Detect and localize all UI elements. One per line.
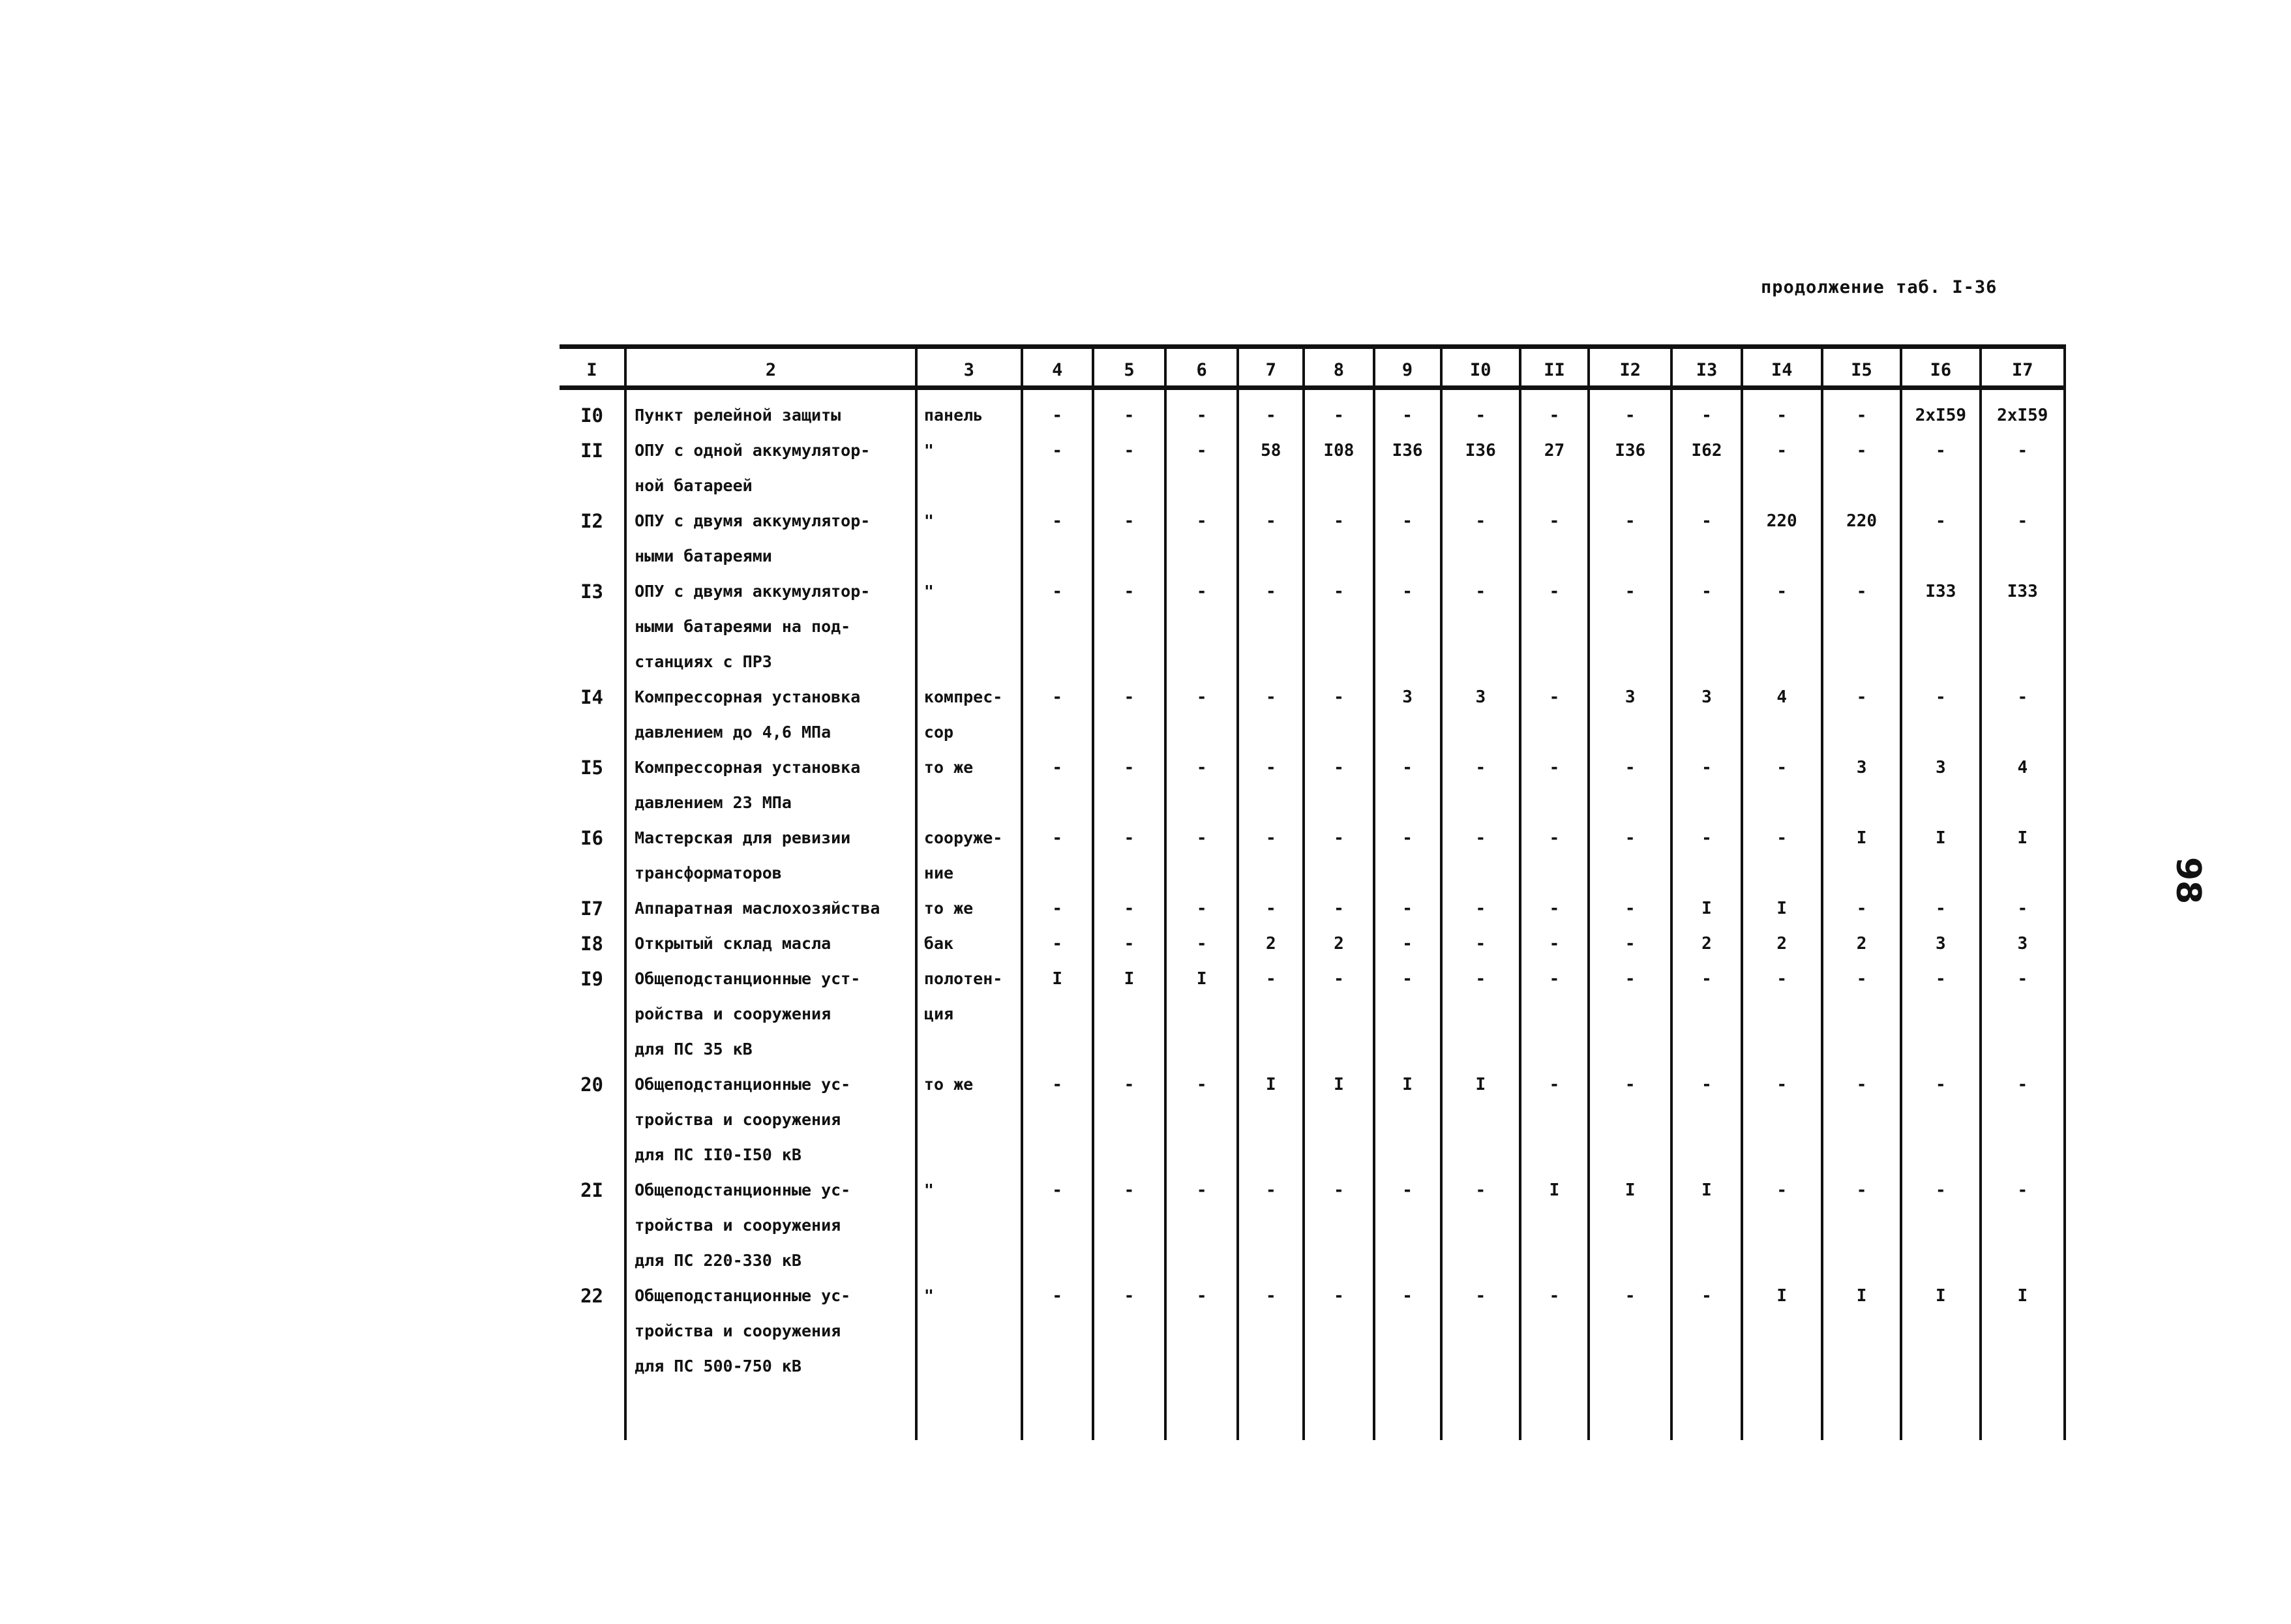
value-cell: - xyxy=(1022,504,1093,574)
empty-cell xyxy=(625,1384,916,1440)
column-header: I2 xyxy=(1589,344,1671,390)
value-cell: - xyxy=(1093,1067,1165,1173)
value-cell: - xyxy=(1093,574,1165,680)
value-cell: I36 xyxy=(1441,433,1520,504)
column-header: 2 xyxy=(625,344,916,390)
item-name: ОПУ с двумя аккумулятор- ными батареями на под- станциях с ПРЗ xyxy=(625,574,916,680)
empty-cell xyxy=(1520,1384,1589,1440)
value-cell: - xyxy=(1822,390,1901,433)
column-header: 9 xyxy=(1374,344,1441,390)
table-row xyxy=(560,1067,2065,1173)
column-header: I7 xyxy=(1981,344,2065,390)
value-cell: - xyxy=(1374,574,1441,680)
value-cell: - xyxy=(1520,891,1589,926)
value-cell: I xyxy=(1742,1278,1822,1384)
value-cell: - xyxy=(1742,433,1822,504)
value-cell: 3 xyxy=(1671,680,1741,750)
value-cell: - xyxy=(1901,961,1980,1067)
value-cell: - xyxy=(1589,750,1671,820)
value-cell: - xyxy=(1441,891,1520,926)
value-cell: - xyxy=(1238,820,1304,891)
column-header: 6 xyxy=(1165,344,1238,390)
value-cell: I xyxy=(1238,1067,1304,1173)
value-cell: - xyxy=(1165,504,1238,574)
value-cell: - xyxy=(1022,680,1093,750)
value-cell: - xyxy=(1441,961,1520,1067)
value-cell: - xyxy=(1520,504,1589,574)
item-unit: компрес- сор xyxy=(916,680,1022,750)
table-row xyxy=(560,390,2065,433)
table-row xyxy=(560,961,2065,1067)
value-cell: 220 xyxy=(1822,504,1901,574)
item-name: Общеподстанционные ус- тройства и сооружения для ПС II0-I50 кВ xyxy=(625,1067,916,1173)
value-cell: - xyxy=(1441,574,1520,680)
table-row xyxy=(560,750,2065,820)
value-cell: I xyxy=(1822,1278,1901,1384)
value-cell: - xyxy=(1304,961,1373,1067)
value-cell: - xyxy=(1022,820,1093,891)
column-header: 3 xyxy=(916,344,1022,390)
item-unit: панель xyxy=(916,390,1022,433)
empty-cell xyxy=(1901,1384,1980,1440)
value-cell: - xyxy=(1238,574,1304,680)
column-header: 7 xyxy=(1238,344,1304,390)
value-cell: 58 xyxy=(1238,433,1304,504)
value-cell: 3 xyxy=(1374,680,1441,750)
value-cell: - xyxy=(1441,390,1520,433)
item-name: Общеподстанционные уст- ройства и сооружения для ПС 35 кВ xyxy=(625,961,916,1067)
value-cell: - xyxy=(1022,1067,1093,1173)
row-number: 20 xyxy=(580,1074,603,1096)
value-cell: - xyxy=(1520,680,1589,750)
row-number: II xyxy=(580,440,603,462)
value-cell: - xyxy=(1165,1278,1238,1384)
value-cell: - xyxy=(1238,891,1304,926)
value-cell: - xyxy=(1093,680,1165,750)
value-cell: - xyxy=(1304,1278,1373,1384)
table-row xyxy=(560,1173,2065,1278)
value-cell: 2 xyxy=(1238,926,1304,961)
value-cell: - xyxy=(1822,961,1901,1067)
value-cell: - xyxy=(1374,750,1441,820)
value-cell: I xyxy=(1671,891,1741,926)
value-cell: - xyxy=(1520,1067,1589,1173)
value-cell: I36 xyxy=(1589,433,1671,504)
value-cell: - xyxy=(1981,680,2065,750)
value-cell: - xyxy=(1742,390,1822,433)
item-unit: " xyxy=(916,1173,1022,1278)
item-unit: бак xyxy=(916,926,1022,961)
row-number: I7 xyxy=(580,897,603,920)
value-cell: - xyxy=(1671,504,1741,574)
item-name: Компрессорная установка давлением 23 МПа xyxy=(625,750,916,820)
equipment-table xyxy=(560,344,2066,1440)
value-cell: I62 xyxy=(1671,433,1741,504)
value-cell: - xyxy=(1671,750,1741,820)
item-unit: " xyxy=(916,433,1022,504)
value-cell: - xyxy=(1671,390,1741,433)
value-cell: - xyxy=(1022,750,1093,820)
table-body xyxy=(560,390,2065,1440)
item-unit: то же xyxy=(916,1067,1022,1173)
value-cell: - xyxy=(1374,926,1441,961)
value-cell: - xyxy=(1093,390,1165,433)
value-cell: I xyxy=(1304,1067,1373,1173)
empty-cell xyxy=(1981,1384,2065,1440)
value-cell: - xyxy=(1441,750,1520,820)
column-header: 8 xyxy=(1304,344,1373,390)
item-unit: полотен- ция xyxy=(916,961,1022,1067)
value-cell: - xyxy=(1520,390,1589,433)
value-cell: 27 xyxy=(1520,433,1589,504)
value-cell: - xyxy=(1238,390,1304,433)
value-cell: 3 xyxy=(1901,750,1980,820)
value-cell: - xyxy=(1093,1278,1165,1384)
value-cell: - xyxy=(1022,433,1093,504)
value-cell: - xyxy=(1304,1173,1373,1278)
item-name: Мастерская для ревизии трансформаторов xyxy=(625,820,916,891)
value-cell: - xyxy=(1238,680,1304,750)
value-cell: - xyxy=(1671,961,1741,1067)
value-cell: - xyxy=(1093,891,1165,926)
column-header: I0 xyxy=(1441,344,1520,390)
item-name: Компрессорная установка давлением до 4,6 МПа xyxy=(625,680,916,750)
value-cell: - xyxy=(1441,1278,1520,1384)
value-cell: - xyxy=(1671,820,1741,891)
table-row xyxy=(560,1278,2065,1384)
value-cell: - xyxy=(1671,574,1741,680)
value-cell: I xyxy=(1822,820,1901,891)
value-cell: - xyxy=(1165,926,1238,961)
value-cell: - xyxy=(1671,1278,1741,1384)
value-cell: - xyxy=(1374,820,1441,891)
empty-cell xyxy=(1374,1384,1441,1440)
value-cell: - xyxy=(1589,820,1671,891)
value-cell: 3 xyxy=(1901,926,1980,961)
value-cell: - xyxy=(1520,574,1589,680)
value-cell: I33 xyxy=(1901,574,1980,680)
value-cell: - xyxy=(1022,1173,1093,1278)
value-cell: 4 xyxy=(1742,680,1822,750)
item-name: Пункт релейной защиты xyxy=(625,390,916,433)
row-number: I8 xyxy=(580,933,603,955)
value-cell: - xyxy=(1441,504,1520,574)
column-header: 4 xyxy=(1022,344,1093,390)
value-cell: I xyxy=(1441,1067,1520,1173)
value-cell: - xyxy=(1304,750,1373,820)
empty-cell xyxy=(1304,1384,1373,1440)
value-cell: I xyxy=(1520,1173,1589,1278)
value-cell: - xyxy=(1589,926,1671,961)
value-cell: - xyxy=(1822,1173,1901,1278)
column-header: II xyxy=(1520,344,1589,390)
value-cell: - xyxy=(1822,680,1901,750)
value-cell: - xyxy=(1093,750,1165,820)
value-cell: - xyxy=(1589,504,1671,574)
value-cell: 2xI59 xyxy=(1901,390,1980,433)
row-number: 2I xyxy=(580,1179,603,1201)
value-cell: - xyxy=(1520,961,1589,1067)
table-header-row xyxy=(560,344,2065,390)
value-cell: - xyxy=(1022,390,1093,433)
value-cell: - xyxy=(1901,891,1980,926)
empty-cell xyxy=(560,1384,625,1440)
value-cell: - xyxy=(1981,891,2065,926)
value-cell: - xyxy=(1238,961,1304,1067)
value-cell: I33 xyxy=(1981,574,2065,680)
value-cell: - xyxy=(1165,1173,1238,1278)
value-cell: I xyxy=(1589,1173,1671,1278)
empty-cell xyxy=(1022,1384,1093,1440)
value-cell: - xyxy=(1742,574,1822,680)
item-name: ОПУ с одной аккумулятор- ной батареей xyxy=(625,433,916,504)
table-row xyxy=(560,433,2065,504)
value-cell: - xyxy=(1981,1067,2065,1173)
value-cell: - xyxy=(1901,504,1980,574)
value-cell: - xyxy=(1374,504,1441,574)
value-cell: - xyxy=(1374,390,1441,433)
table-row xyxy=(560,574,2065,680)
value-cell: - xyxy=(1981,961,2065,1067)
value-cell: - xyxy=(1022,1278,1093,1384)
value-cell: - xyxy=(1441,926,1520,961)
value-cell: - xyxy=(1520,750,1589,820)
value-cell: - xyxy=(1093,926,1165,961)
value-cell: - xyxy=(1093,1173,1165,1278)
column-header: I6 xyxy=(1901,344,1980,390)
item-name: Общеподстанционные ус- тройства и сооружения для ПС 220-330 кВ xyxy=(625,1173,916,1278)
value-cell: - xyxy=(1304,820,1373,891)
empty-cell xyxy=(1589,1384,1671,1440)
row-number: I9 xyxy=(580,968,603,990)
value-cell: - xyxy=(1671,1067,1741,1173)
empty-cell xyxy=(1822,1384,1901,1440)
empty-cell xyxy=(1441,1384,1520,1440)
table-continuation-caption: продолжение таб. I-36 xyxy=(1761,277,1998,297)
empty-cell xyxy=(1165,1384,1238,1440)
value-cell: - xyxy=(1022,891,1093,926)
value-cell: - xyxy=(1589,1278,1671,1384)
table-header-rule xyxy=(560,385,2066,390)
value-cell: I xyxy=(1981,820,2065,891)
value-cell: - xyxy=(1589,891,1671,926)
row-number: 22 xyxy=(580,1285,603,1307)
value-cell: - xyxy=(1238,1278,1304,1384)
value-cell: - xyxy=(1374,1278,1441,1384)
empty-cell xyxy=(1238,1384,1304,1440)
value-cell: - xyxy=(1901,1173,1980,1278)
table-row xyxy=(560,891,2065,926)
value-cell: - xyxy=(1742,820,1822,891)
value-cell: - xyxy=(1374,961,1441,1067)
row-number: I5 xyxy=(580,757,603,779)
value-cell: I xyxy=(1901,1278,1980,1384)
value-cell: - xyxy=(1901,433,1980,504)
value-cell: - xyxy=(1742,1173,1822,1278)
value-cell: - xyxy=(1822,574,1901,680)
table-row xyxy=(560,504,2065,574)
item-unit: то же xyxy=(916,750,1022,820)
row-number: I6 xyxy=(580,827,603,849)
value-cell: - xyxy=(1589,1067,1671,1173)
column-header: I4 xyxy=(1742,344,1822,390)
item-unit: " xyxy=(916,574,1022,680)
value-cell: - xyxy=(1742,750,1822,820)
value-cell: - xyxy=(1238,750,1304,820)
item-unit: " xyxy=(916,504,1022,574)
value-cell: I xyxy=(1165,961,1238,1067)
value-cell: - xyxy=(1520,820,1589,891)
value-cell: - xyxy=(1165,1067,1238,1173)
value-cell: - xyxy=(1304,390,1373,433)
value-cell: - xyxy=(1981,433,2065,504)
value-cell: I xyxy=(1742,891,1822,926)
value-cell: 3 xyxy=(1589,680,1671,750)
item-name: ОПУ с двумя аккумулятор- ными батареями xyxy=(625,504,916,574)
row-number: I2 xyxy=(580,510,603,532)
table-spacer-row xyxy=(560,1384,2065,1440)
value-cell: 3 xyxy=(1981,926,2065,961)
value-cell: - xyxy=(1238,504,1304,574)
empty-cell xyxy=(1742,1384,1822,1440)
column-header: I5 xyxy=(1822,344,1901,390)
value-cell: - xyxy=(1981,504,2065,574)
value-cell: I xyxy=(1981,1278,2065,1384)
equipment-table-container xyxy=(560,344,2066,1461)
empty-cell xyxy=(1671,1384,1741,1440)
value-cell: - xyxy=(1822,433,1901,504)
value-cell: - xyxy=(1822,891,1901,926)
value-cell: - xyxy=(1441,1173,1520,1278)
value-cell: - xyxy=(1165,574,1238,680)
value-cell: - xyxy=(1165,820,1238,891)
item-name: Открытый склад масла xyxy=(625,926,916,961)
table-top-rule xyxy=(560,344,2066,349)
empty-cell xyxy=(1093,1384,1165,1440)
value-cell: - xyxy=(1093,820,1165,891)
value-cell: - xyxy=(1022,926,1093,961)
value-cell: I xyxy=(1022,961,1093,1067)
item-unit: сооруже- ние xyxy=(916,820,1022,891)
value-cell: 2 xyxy=(1671,926,1741,961)
value-cell: - xyxy=(1238,1173,1304,1278)
item-unit: " xyxy=(916,1278,1022,1384)
empty-cell xyxy=(916,1384,1022,1440)
value-cell: - xyxy=(1901,680,1980,750)
value-cell: - xyxy=(1374,891,1441,926)
value-cell: - xyxy=(1742,961,1822,1067)
value-cell: 2 xyxy=(1742,926,1822,961)
item-unit: то же xyxy=(916,891,1022,926)
value-cell: I xyxy=(1093,961,1165,1067)
value-cell: - xyxy=(1822,1067,1901,1173)
value-cell: - xyxy=(1165,390,1238,433)
value-cell: I xyxy=(1671,1173,1741,1278)
value-cell: 220 xyxy=(1742,504,1822,574)
column-header: I xyxy=(586,359,597,380)
value-cell: - xyxy=(1022,574,1093,680)
page-number: 98 xyxy=(2168,856,2208,905)
table-row xyxy=(560,926,2065,961)
value-cell: - xyxy=(1589,574,1671,680)
value-cell: I08 xyxy=(1304,433,1373,504)
value-cell: 4 xyxy=(1981,750,2065,820)
item-name: Общеподстанционные ус- тройства и сооружения для ПС 500-750 кВ xyxy=(625,1278,916,1384)
value-cell: - xyxy=(1304,891,1373,926)
value-cell: - xyxy=(1520,1278,1589,1384)
value-cell: - xyxy=(1441,820,1520,891)
value-cell: I xyxy=(1901,820,1980,891)
value-cell: - xyxy=(1742,1067,1822,1173)
value-cell: - xyxy=(1981,1173,2065,1278)
column-header: 5 xyxy=(1093,344,1165,390)
value-cell: - xyxy=(1589,961,1671,1067)
value-cell: I xyxy=(1374,1067,1441,1173)
row-number: I3 xyxy=(580,580,603,603)
value-cell: - xyxy=(1093,504,1165,574)
value-cell: 2 xyxy=(1822,926,1901,961)
value-cell: - xyxy=(1520,926,1589,961)
value-cell: - xyxy=(1304,680,1373,750)
value-cell: - xyxy=(1165,750,1238,820)
value-cell: 3 xyxy=(1441,680,1520,750)
value-cell: - xyxy=(1165,433,1238,504)
value-cell: - xyxy=(1901,1067,1980,1173)
value-cell: - xyxy=(1165,891,1238,926)
value-cell: - xyxy=(1374,1173,1441,1278)
value-cell: I36 xyxy=(1374,433,1441,504)
table-row xyxy=(560,820,2065,891)
value-cell: - xyxy=(1304,504,1373,574)
column-header: I3 xyxy=(1671,344,1741,390)
value-cell: - xyxy=(1093,433,1165,504)
value-cell: 2 xyxy=(1304,926,1373,961)
value-cell: - xyxy=(1165,680,1238,750)
table-row xyxy=(560,680,2065,750)
value-cell: - xyxy=(1304,574,1373,680)
value-cell: 2xI59 xyxy=(1981,390,2065,433)
value-cell: 3 xyxy=(1822,750,1901,820)
value-cell: - xyxy=(1589,390,1671,433)
row-number: I4 xyxy=(580,686,603,708)
item-name: Аппаратная маслохозяйства xyxy=(625,891,916,926)
row-number: I0 xyxy=(580,404,603,427)
